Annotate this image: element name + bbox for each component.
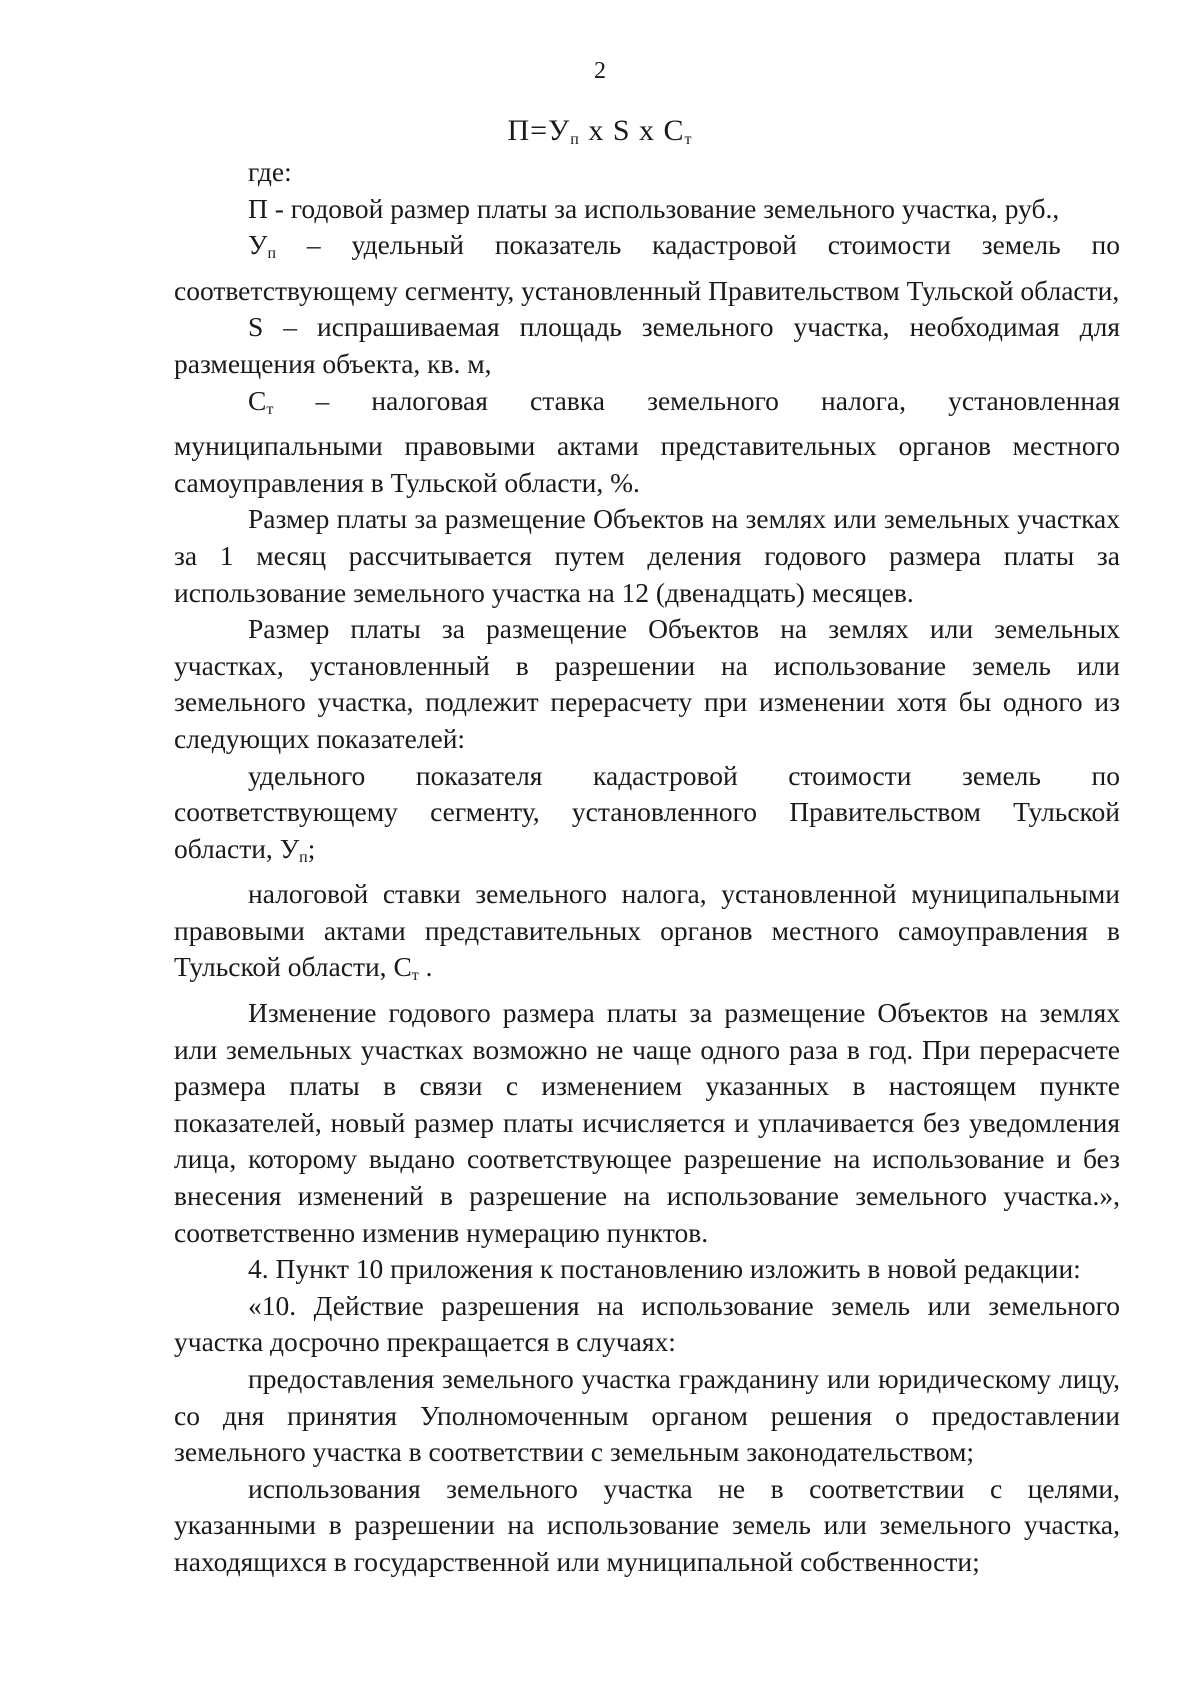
paragraph-def-c xyxy=(174,383,1120,502)
paragraph-item-10: «10. Действие разрешения на использование земель или земельного участка досрочно прекращается в случаях: xyxy=(174,1289,1120,1358)
paragraph-termination-grant: предоставления земельного участка гражданину или юридическому лицу, со дня принятия Уполномоченным органом решения о предоставлении земельного участка в соответствии с земельным законодательством; xyxy=(174,1363,1120,1468)
def-c-text: – налоговая ставка земельного налога, установленная муниципальными правовыми актами представительных органов местного самоуправления в Тульской области, %. xyxy=(174,384,1120,498)
formula-u: У xyxy=(548,114,571,147)
payment-formula xyxy=(0,114,1200,149)
formula-times-2: x xyxy=(630,114,664,147)
formula-p: П xyxy=(507,114,531,147)
paragraph-indicator-c xyxy=(174,876,1120,995)
formula-u-subscript: п xyxy=(570,131,580,148)
symbol-u: У xyxy=(248,229,268,261)
indicator-c-subscript: т xyxy=(411,967,419,985)
indicator-u-symbol: У xyxy=(279,832,300,864)
paragraph-termination-misuse: использования земельного участка не в соответствии с целями, указанными в разрешении на использование земель или земельного участка, находящихся в государственной или муниципальной собственности; xyxy=(174,1472,1120,1577)
indicator-u-text: удельного показателя кадастровой стоимости земель по соответствующему сегменту, установленного Правительством Тульской области, xyxy=(174,759,1120,864)
indicator-c-symbol: С xyxy=(393,951,412,983)
indicator-u-end: ; xyxy=(307,832,316,864)
paragraph-where: где: xyxy=(248,156,292,187)
paragraph-recalculation: Размер платы за размещение Объектов на землях или земельных участках, установленный в разрешении на использование земель или земельного участка, подлежит перерасчету при изменении хотя бы одного из следующих показателей: xyxy=(174,613,1120,754)
indicator-c-end: . xyxy=(418,951,433,983)
formula-s: S xyxy=(612,114,631,147)
page-number: 2 xyxy=(594,58,606,84)
symbol-c: С xyxy=(248,384,267,416)
formula-c-subscript: т xyxy=(684,131,693,148)
paragraph-def-s: S – испрашиваемая площадь земельного участка, необходимая для размещения объекта, кв. м, xyxy=(174,311,1120,379)
indicator-c-text: налоговой ставки земельного налога, установленной муниципальными правовыми актами представительных органов местного самоуправления в Тульской области, xyxy=(174,878,1120,983)
paragraph-def-p: П - годовой размер платы за использование земельного участка, руб., xyxy=(248,192,1060,224)
symbol-c-subscript: т xyxy=(266,400,274,418)
paragraph-def-u xyxy=(174,227,1120,309)
paragraph-monthly-payment: Размер платы за размещение Объектов на землях или земельных участках за 1 месяц рассчитывается путем деления годового размера платы за использование земельного участка на 12 (двенадцать) месяцев. xyxy=(174,503,1120,608)
def-u-text: – удельный показатель кадастровой стоимости земель по соответствующему сегменту, установленный Правительством Тульской области, xyxy=(174,229,1120,306)
symbol-u-subscript: п xyxy=(267,245,277,263)
document-body xyxy=(174,154,1120,1581)
paragraph-indicator-u xyxy=(174,758,1120,877)
formula-times-1: x xyxy=(579,114,613,147)
paragraph-annual-change: Изменение годового размера платы за размещение Объектов на землях или земельных участках возможно не чаще одного раза в год. При перерасчете размера платы в связи с изменением указанных в настоящем пункте показателей, новый размер платы исчисляется и уплачивается без уведомления лица, которому выдано соответствующее разрешение на использование и без внесения изменений в разрешение на использование земельного участка.», соответственно изменив нумерацию пунктов. xyxy=(174,997,1120,1248)
paragraph-item-4: 4. Пункт 10 приложения к постановлению изложить в новой редакции: xyxy=(248,1253,1081,1285)
formula-equals: = xyxy=(530,114,549,147)
indicator-u-subscript: п xyxy=(299,848,308,866)
formula-c: С xyxy=(663,114,685,147)
